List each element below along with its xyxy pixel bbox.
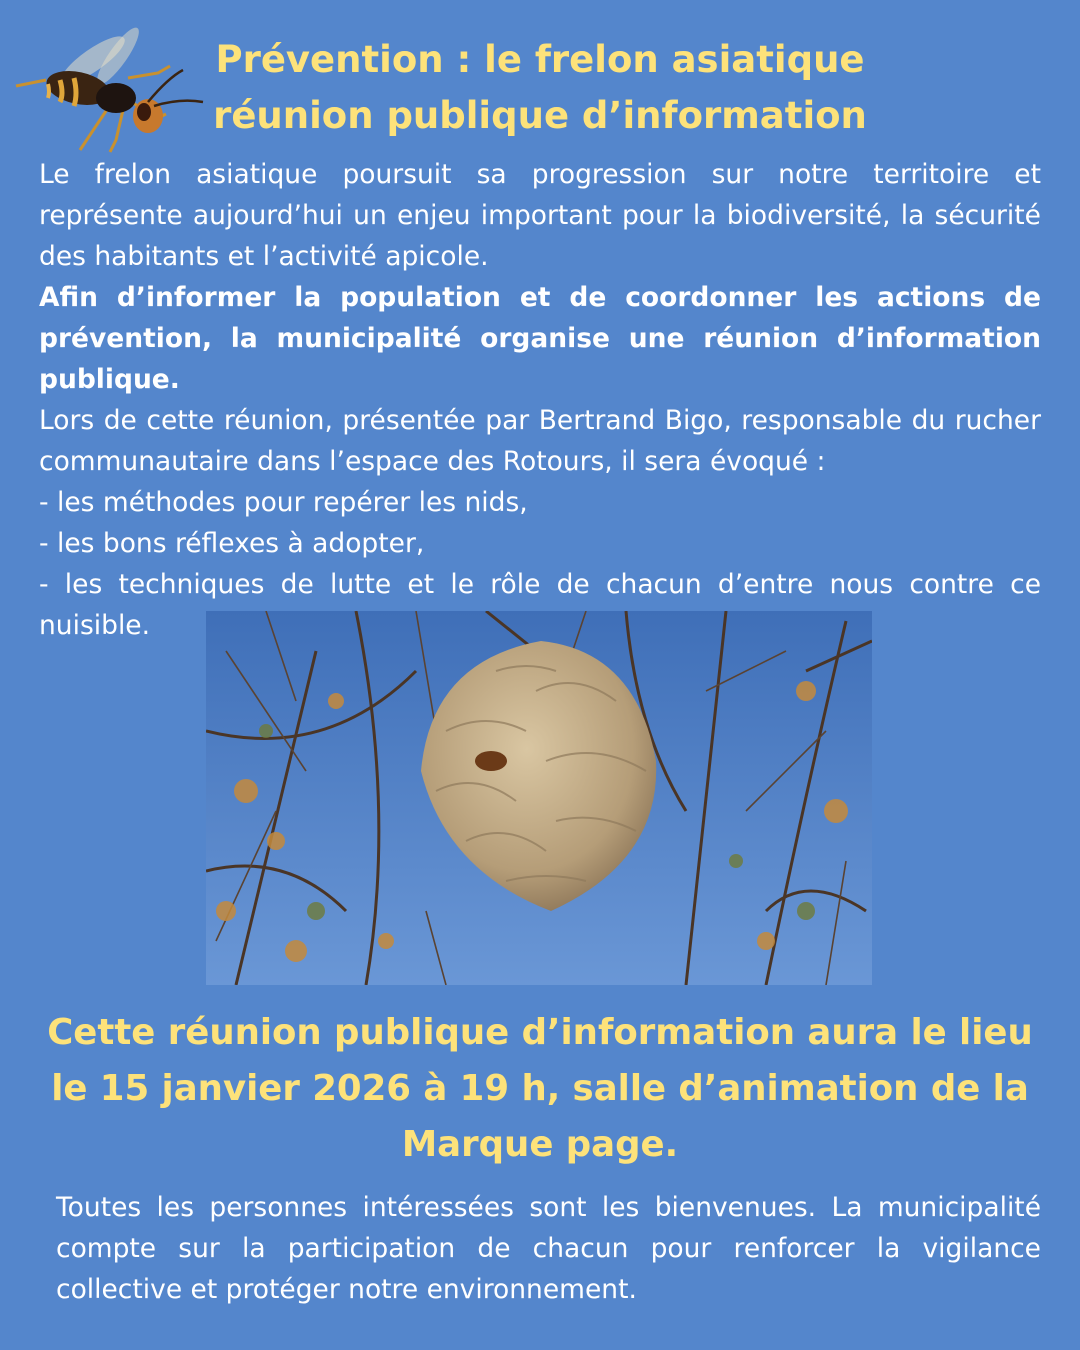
intro-paragraph-3: Lors de cette réunion, présentée par Bertrand Bigo, responsable du rucher communautaire dans l’espace des Rotours, il sera évoqué : — [39, 405, 1041, 477]
intro-section — [39, 154, 1041, 646]
closing-paragraph: Toutes les personnes intéressées sont les bienvenues. La municipalité compte sur la participation de chacun pour renforcer la vigilance collective et protéger notre environnement. — [56, 1192, 1041, 1305]
topic-item: - les techniques de lutte et le rôle de chacun d’entre nous contre ce nuisible. — [39, 569, 1041, 641]
topic-item: - les méthodes pour repérer les nids, — [39, 487, 528, 518]
page-title — [200, 32, 880, 144]
intro-paragraph-2: Afin d’informer la population et de coordonner les actions de prévention, la municipalité organise une réunion d’information publique. — [39, 282, 1041, 395]
topic-item: - les bons réflexes à adopter, — [39, 528, 425, 559]
hornet-illustration — [8, 18, 208, 158]
title-line-1: Prévention : le frelon asiatique — [215, 38, 865, 81]
title-line-2: réunion publique d’information — [213, 94, 867, 137]
event-announcement: Cette réunion publique d’information aura le lieu le 15 janvier 2026 à 19 h, salle d’animation de la Marque page. — [47, 1012, 1033, 1165]
intro-paragraph-1: Le frelon asiatique poursuit sa progression sur notre territoire et représente aujourd’hui un enjeu important pour la biodiversité, la sécurité des habitants et l’activité apicole. — [39, 159, 1041, 272]
hornet-nest-photo — [206, 611, 872, 985]
